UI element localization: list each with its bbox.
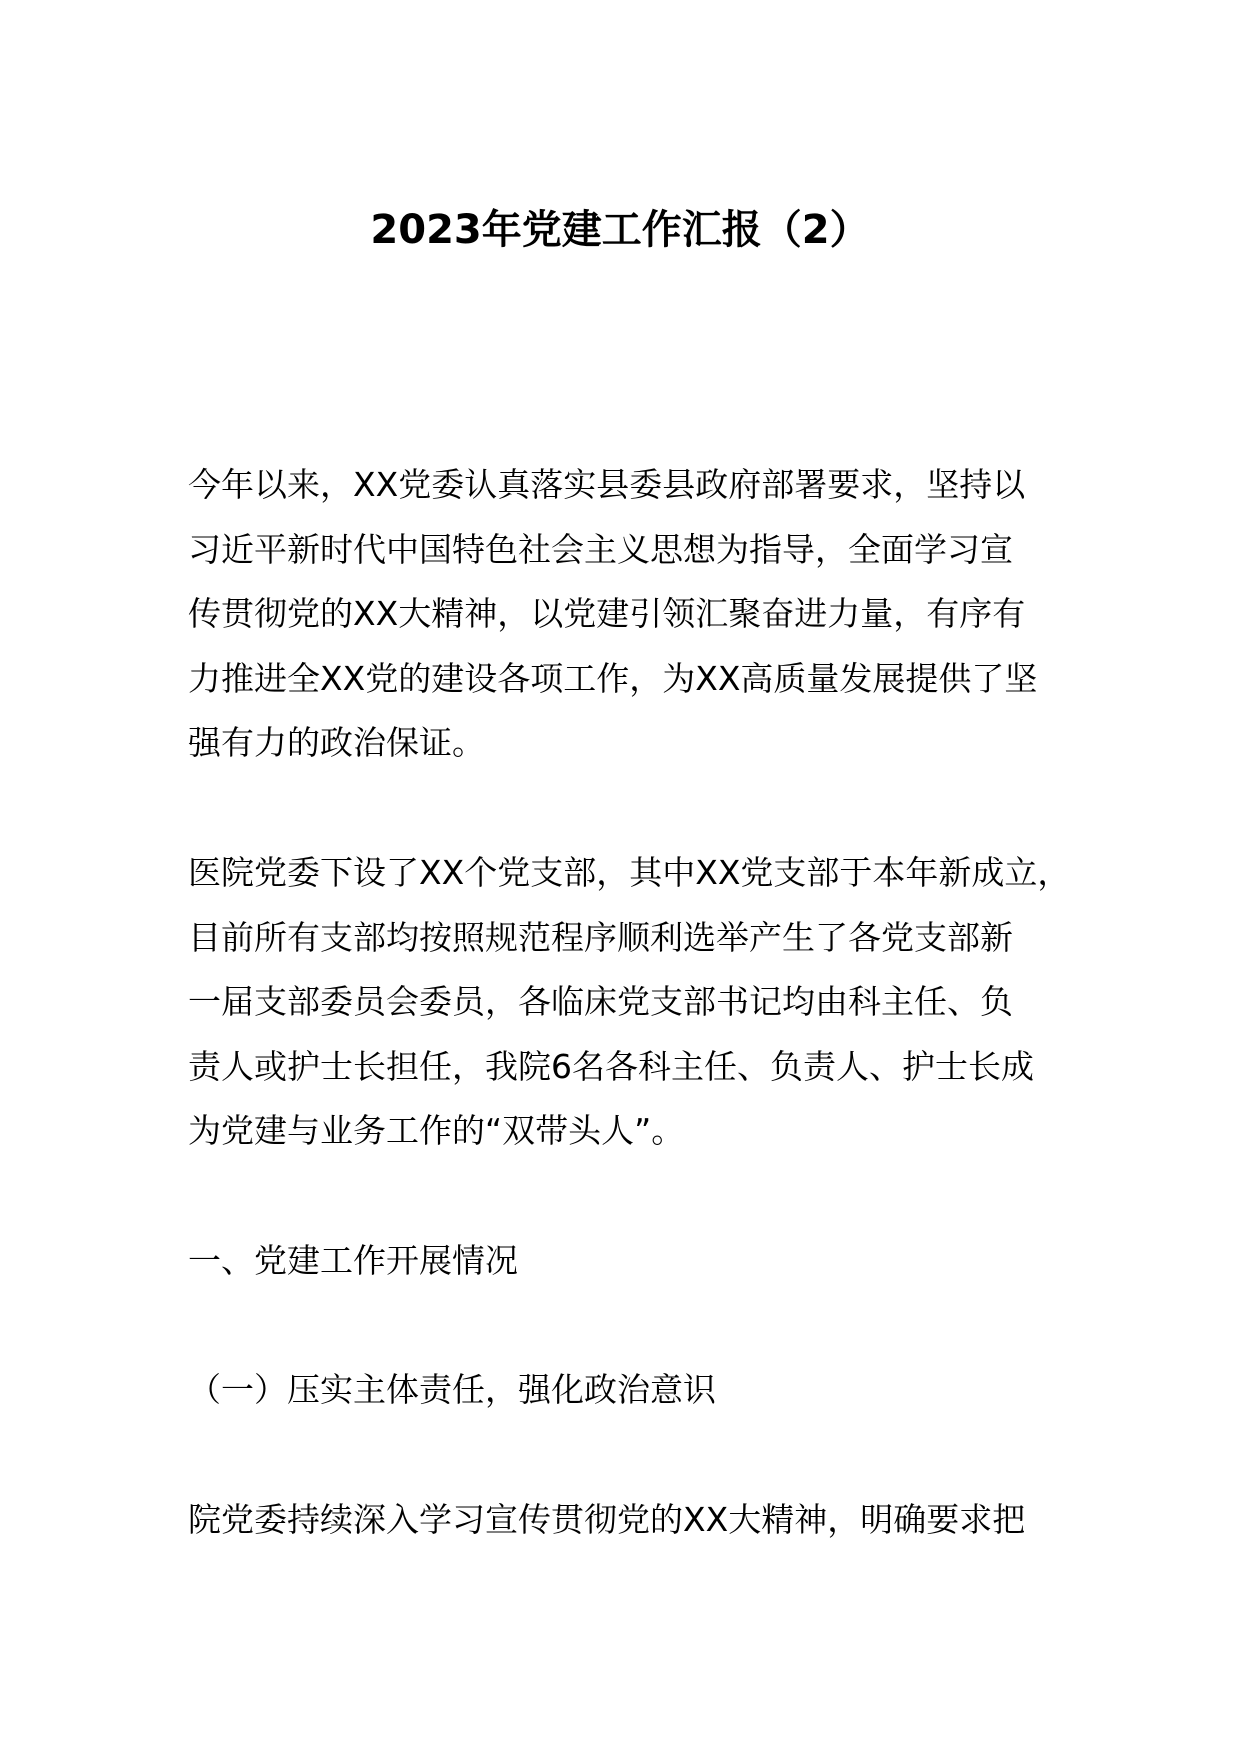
paragraph-line: 责人或护士长担任，我院6名各科主任、负责人、护士长成 [188,1046,1034,1086]
paragraph-line: 习近平新时代中国特色社会主义思想为指导，全面学习宣 [188,529,1013,569]
paragraph-line: 今年以来，XX党委认真落实县委县政府部署要求，坚持以 [188,465,1026,504]
paragraph-line: 院党委持续深入学习宣传贯彻党的XX大精神，明确要求把 [188,1500,1026,1539]
paragraph-line: 力推进全XX党的建设各项工作，为XX高质量发展提供了坚 [188,658,1038,698]
paragraph-line: 医院党委下设了XX个党支部，其中XX党支部于本年新成立， [188,853,1071,892]
paragraph-line: 为党建与业务工作的“双带头人”。 [188,1111,685,1150]
paragraph-line: 传贯彻党的XX大精神，以党建引领汇聚奋进力量，有序有 [188,594,1026,633]
paragraph-line: 一届支部委员会委员，各临床党支部书记均由科主任、负 [188,982,1013,1021]
paragraph-final [188,1488,1068,1553]
paragraph-hospital-committee [188,841,1071,1164]
paragraph-intro [188,453,1068,776]
section-heading: 一、党建工作开展情况 [188,1241,518,1280]
document-title: 2023年党建工作汇报（2） [370,207,870,253]
paragraph-line: 目前所有支部均按照规范程序顺利选举产生了各党支部新 [188,917,1013,957]
subsection-heading: （一）压实主体责任，强化政治意识 [188,1370,716,1409]
paragraph-line: 强有力的政治保证。 [188,723,485,762]
